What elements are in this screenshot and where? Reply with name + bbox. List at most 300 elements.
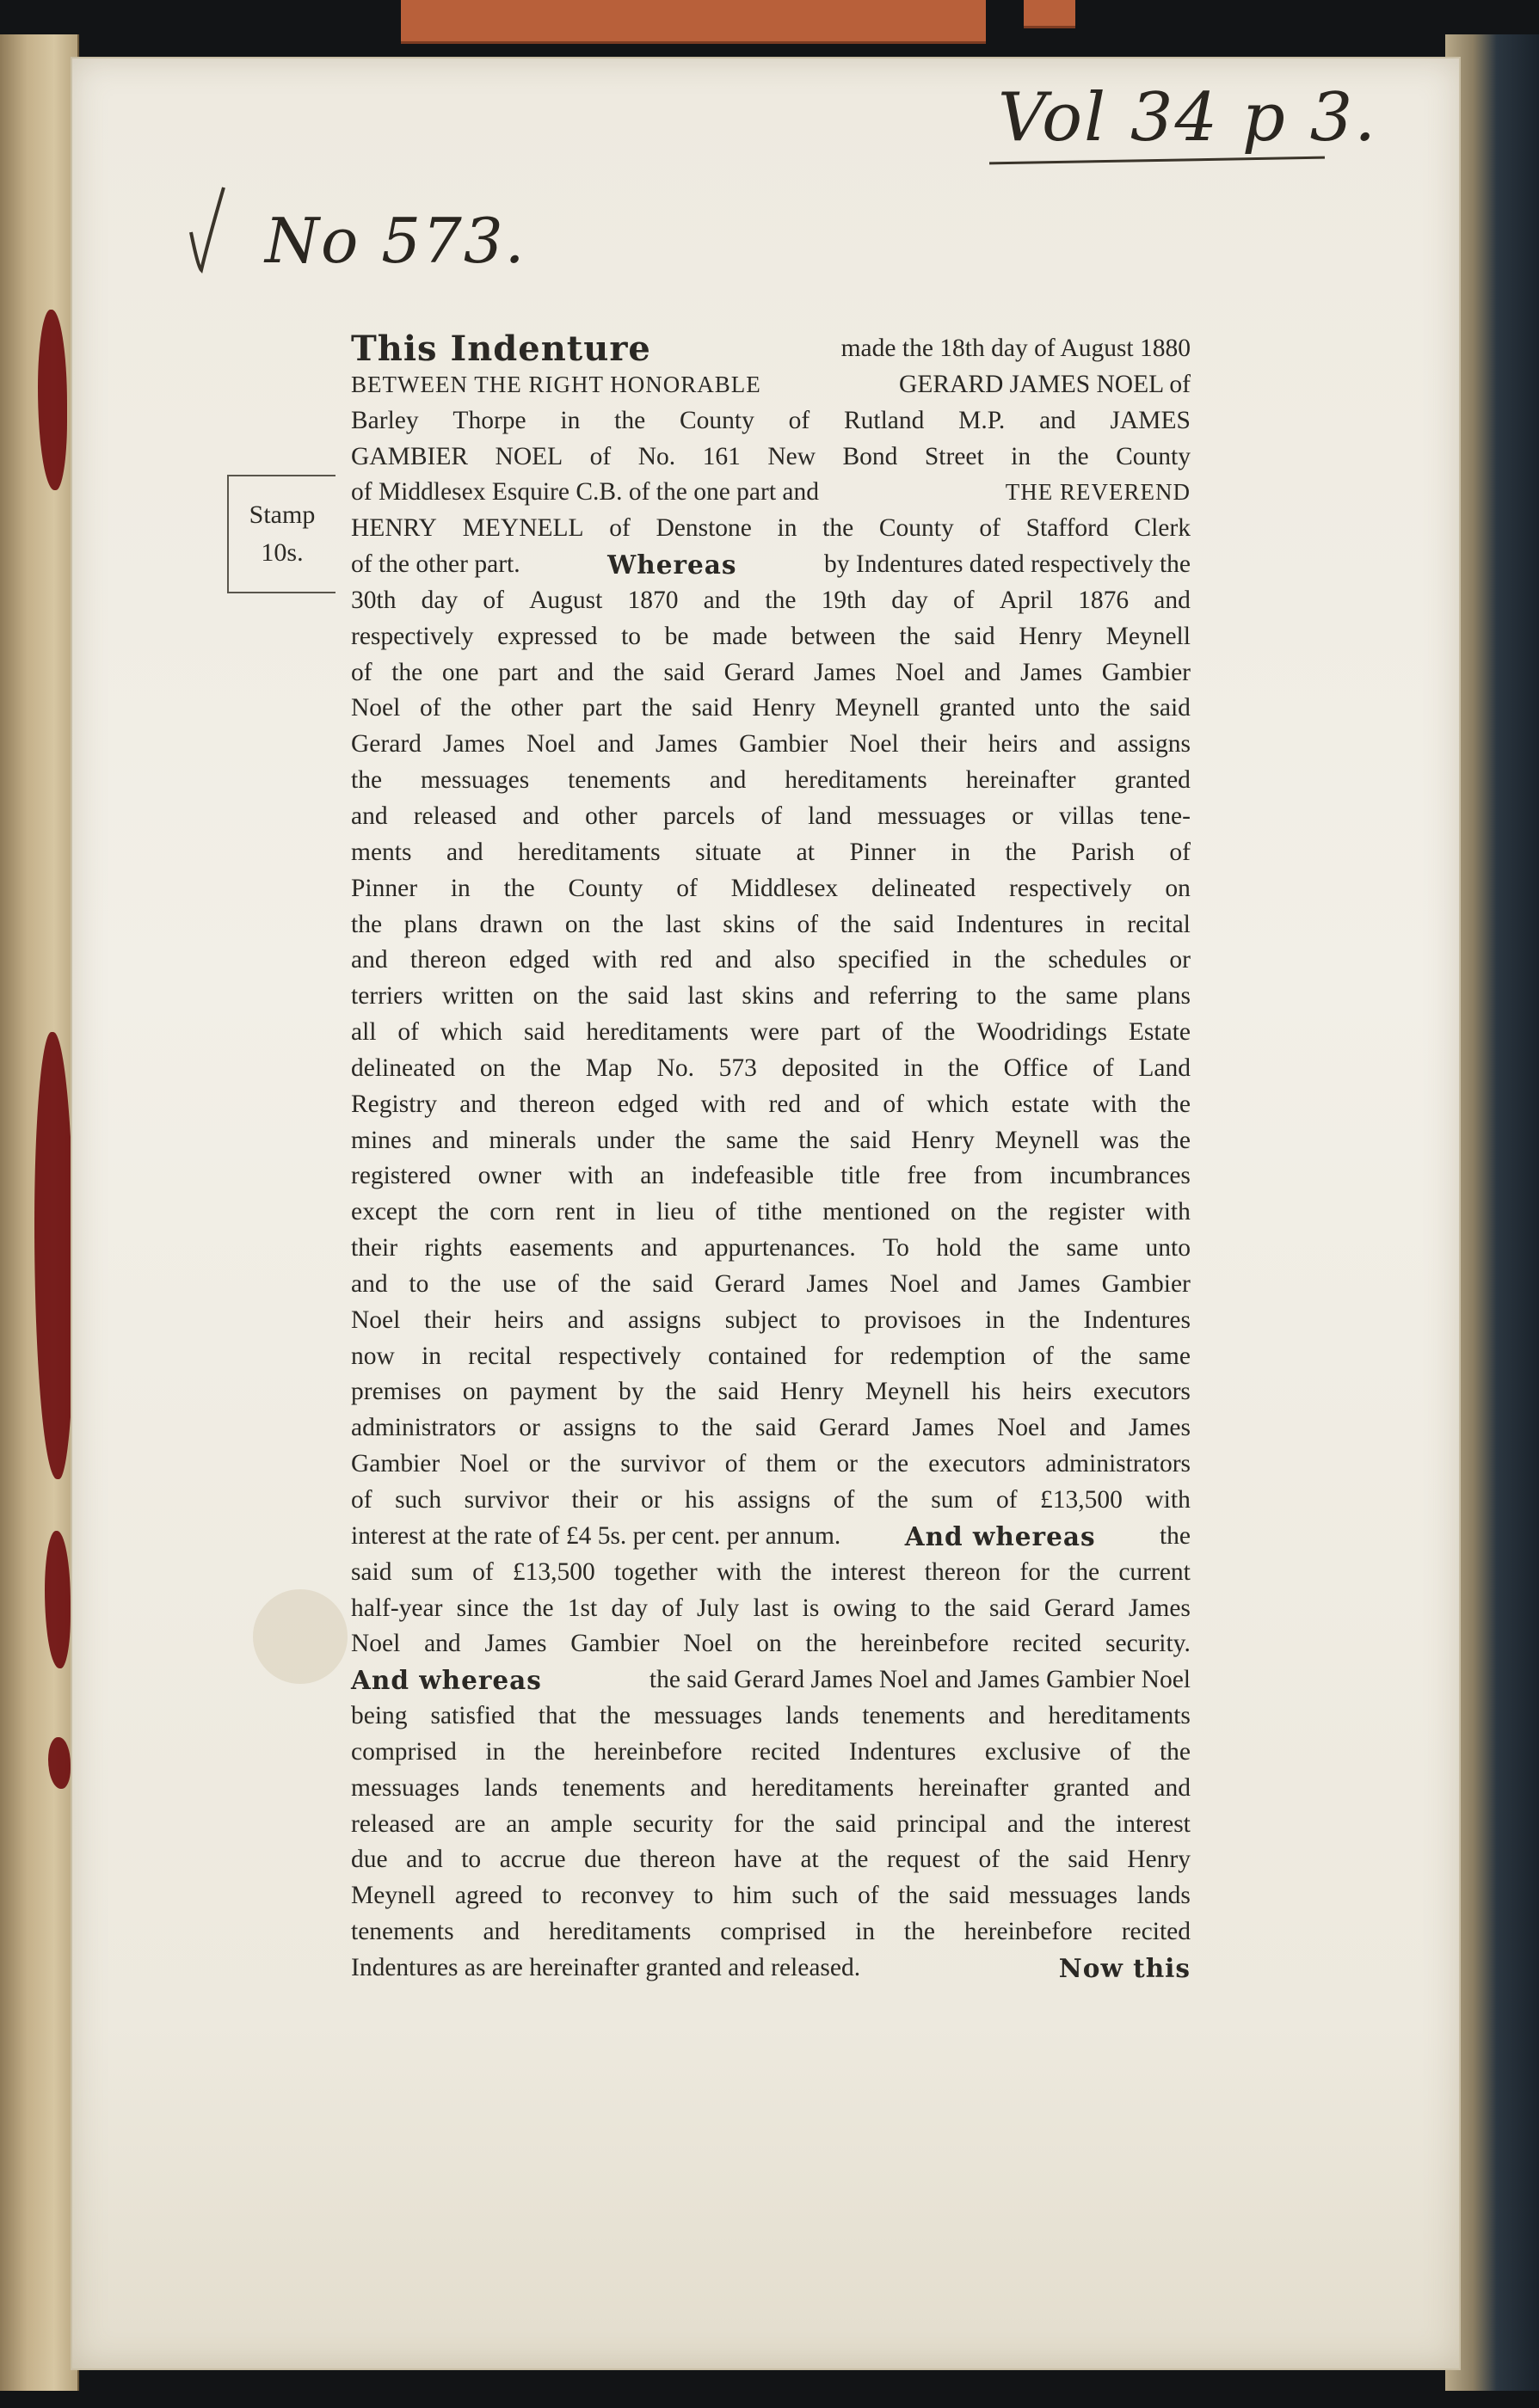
line-text [351,1051,1191,1087]
word: County [568,874,643,902]
word: same [1065,982,1118,1010]
line-text: the [1159,1521,1191,1550]
word: granted [1053,1773,1130,1802]
word: an [640,1162,665,1190]
indenture-heading: This Indenture [351,329,651,369]
word: Indentures [1083,1305,1191,1334]
word: delineated [351,1054,456,1082]
word: their [920,730,967,759]
word: or [519,1414,540,1442]
line-text: by Indentures dated respectively the [824,550,1191,579]
word: James [806,1269,869,1298]
word: respectively [1009,874,1132,902]
word: and [1068,1414,1106,1442]
word: Gambier [1101,658,1191,686]
word: such [395,1486,442,1514]
text-line [351,1771,1191,1807]
word: 1870 [627,586,679,614]
word: executors [1093,1378,1191,1406]
word: unto [1034,694,1080,722]
word: thereon [519,1090,595,1118]
text-line [351,1015,1191,1051]
word: and [703,586,741,614]
word: Noel [890,1269,939,1298]
word: and [823,1090,861,1118]
word: skins [723,910,775,938]
word: from [973,1162,1023,1190]
word: of [978,1846,1000,1874]
word: in [1011,442,1031,470]
word: and [1154,1773,1191,1802]
word: last [665,910,701,938]
word: incumbrances [1050,1162,1191,1190]
word: the [701,1414,733,1442]
word: the [840,910,871,938]
word: of [397,1018,419,1047]
text-line [351,1519,1191,1555]
word: respectively [351,622,474,650]
word: thereon [924,1557,1001,1586]
word: the [600,1269,631,1298]
word: July [697,1594,740,1622]
word: Pinner [351,874,418,902]
word: the [1005,838,1037,866]
word: thereon [639,1846,716,1874]
word: Barley [351,406,419,434]
word: with [716,1557,762,1586]
word: messuages [351,1773,460,1802]
line-text [351,1914,1191,1950]
word: Office [1003,1054,1068,1082]
word: said [627,982,668,1010]
word: heirs [494,1305,544,1334]
word: Indentures [848,1737,957,1766]
word: unto [1145,1234,1191,1262]
text-line [351,1914,1191,1950]
word: of [883,1090,904,1118]
word: the [1057,442,1089,470]
word: owner [477,1162,542,1190]
word: the [665,1378,697,1406]
word: are [454,1809,486,1838]
word: County [878,514,954,543]
word: exclusive [984,1737,1081,1766]
word: said [849,1126,891,1154]
word: to [659,1414,679,1442]
text-line [351,1698,1191,1735]
word: them [766,1450,817,1478]
word: corn [489,1198,535,1226]
word: and [709,766,747,795]
line-text [351,1087,1191,1123]
word: heirs [1022,1378,1072,1406]
word: of [589,442,612,470]
word: Meynell [865,1378,951,1406]
line-text [351,871,1191,907]
word: to [409,1269,429,1298]
word: rent [555,1198,595,1226]
word: expressed [497,622,598,650]
word: for [1019,1557,1050,1586]
line-text [351,691,1191,727]
word: Denstone [656,514,752,543]
word: such [791,1882,839,1910]
word: the [351,766,383,795]
word: hold [936,1234,982,1262]
word: rights [424,1234,483,1262]
word: part [498,658,538,686]
word: sum [410,1557,453,1586]
word: estate [1011,1090,1069,1118]
word: Gerard [1043,1594,1115,1622]
word: the [569,1450,601,1478]
word: the [503,874,535,902]
word: with [568,1162,614,1190]
word: the [351,910,383,938]
word: Gambier [351,1450,440,1478]
word: the [1018,1846,1050,1874]
word: drawn [479,910,544,938]
word: the [599,1702,631,1730]
word: or [1012,802,1033,830]
word: James [442,730,505,759]
page-stain [253,1589,348,1684]
word: Henry [752,694,816,722]
word: the [877,1450,909,1478]
word: and [351,946,388,974]
word: County [1116,442,1191,470]
line-text: GERARD JAMES NOEL of [899,370,1191,398]
word: in [422,1342,442,1370]
word: now [351,1342,395,1370]
binding-tab [401,0,986,44]
word: Gambier [570,1630,660,1658]
line-text [351,1807,1191,1843]
word: with [592,946,637,974]
word: of [676,874,698,902]
word: the [391,658,423,686]
word: April [999,586,1053,614]
word: other [585,802,637,830]
word: or [836,1450,858,1478]
word: the [1015,982,1047,1010]
word: Gambier [1101,1269,1191,1298]
previous-page-edge [0,34,79,2391]
word: except [351,1198,417,1226]
word: said [755,1414,797,1442]
word: and [1039,406,1076,434]
word: comprised [720,1918,827,1946]
word: on [951,1198,976,1226]
word: in [777,514,797,543]
word: Noel [996,1414,1047,1442]
word: and [960,1269,997,1298]
whereas-heading: Whereas [607,550,737,580]
word: and [690,1773,727,1802]
word: thereon [409,946,487,974]
word: in [615,1198,636,1226]
word: for [833,1342,864,1370]
word: and [988,1702,1025,1730]
word: red [768,1090,802,1118]
word: contained [708,1342,807,1370]
word: were [749,1018,800,1047]
word: Henry [1127,1846,1191,1874]
word: to [820,1305,840,1334]
word: in [450,874,471,902]
line-text [351,1339,1191,1375]
word: accrue [499,1846,566,1874]
word: by [618,1378,644,1406]
line-text [351,583,1191,619]
word: tenements [568,766,671,795]
word: Henry [911,1126,975,1154]
word: registered [351,1162,452,1190]
word: Gerard [351,730,422,759]
word: in [485,1737,506,1766]
word: of [979,514,1000,543]
word: their [351,1234,398,1262]
text-line [351,1807,1191,1843]
word: 30th [351,586,397,614]
word: Noel [526,730,576,759]
word: said [988,1594,1031,1622]
word: recited [1121,1918,1191,1946]
word: Bond [842,442,898,470]
word: the [899,622,931,650]
line-text [351,727,1191,763]
word: of [662,1594,683,1622]
word: reconvey [581,1882,674,1910]
word: Indentures [956,910,1064,938]
line-text [351,1123,1191,1159]
word: assigns [563,1414,637,1442]
word: of [1169,838,1191,866]
line-text: Indentures as are hereinafter granted and released. [351,1953,861,1981]
word: on [479,1054,506,1082]
word: hereinbefore [594,1737,723,1766]
indenture-text [351,331,1191,1987]
word: messuages [653,1702,763,1730]
stamp-value: 10s. [261,538,304,567]
word: HENRY [351,514,437,543]
stamp-label: Stamp [249,501,316,529]
word: assigns [736,1486,811,1514]
word: £13,500 [512,1557,595,1586]
word: NOEL [495,442,563,470]
word: day [891,586,928,614]
word: recital [1127,910,1191,938]
ink-blot [34,1032,74,1479]
word: tenements [562,1773,666,1802]
word: James [484,1630,547,1658]
ink-blot [48,1737,71,1789]
line-text [351,1231,1191,1267]
word: provisoes [864,1305,962,1334]
line-text [351,943,1191,979]
word: edged [617,1090,679,1118]
word: the [994,946,1026,974]
word: Land [1138,1054,1191,1082]
line-text [351,619,1191,655]
line-text: made the 18th day of August 1880 [840,335,1191,362]
word: assigns [627,1305,702,1334]
word: of [952,586,975,614]
text-line [351,1267,1191,1303]
word: Gerard [714,1269,785,1298]
text-line [351,1374,1191,1410]
word: said [351,1557,392,1586]
word: tenements [862,1702,965,1730]
word: the [674,1126,706,1154]
line-text [351,1483,1191,1519]
word: said [523,1018,565,1047]
word: last [753,1594,789,1622]
tick-mark-icon [186,181,227,275]
text-line [351,1950,1191,1987]
word: hereditaments [751,1773,894,1802]
word: of [788,406,810,434]
word: Rutland [843,406,925,434]
word: the [837,1846,869,1874]
word: of [833,1486,855,1514]
word: and [522,802,559,830]
text-line [351,475,1191,511]
line-text [351,1842,1191,1878]
line-text [351,907,1191,943]
word: part [821,1018,860,1047]
word: Noel [351,694,401,722]
word: granted [939,694,1016,722]
word: mentioned [822,1198,930,1226]
word: due [584,1846,621,1874]
word: Gerard [723,658,795,686]
word: James [655,730,718,759]
word: hereditaments [518,838,661,866]
word: Noel [683,1630,733,1658]
word: and [483,1918,520,1946]
word: messuages [421,766,530,795]
word: the [765,586,797,614]
text-line [351,907,1191,943]
word: which [440,1018,503,1047]
word: last [687,982,723,1010]
word: the [1080,1342,1112,1370]
line-text [351,763,1191,799]
word: or [1169,946,1191,974]
text-line [351,799,1191,835]
word: the [877,1486,908,1514]
word: survivor [620,1450,705,1478]
word: Gerard [819,1414,890,1442]
word: register [1048,1198,1125,1226]
word: 1st [567,1594,598,1622]
line-text [351,403,1191,439]
word: Estate [1128,1018,1191,1047]
word: hereditaments [548,1918,692,1946]
word: County [679,406,754,434]
word: hereinafter [918,1773,1029,1802]
text-line [351,871,1191,907]
word: in [951,838,971,866]
word: premises [351,1378,441,1406]
text-line [351,1231,1191,1267]
word: red [660,946,693,974]
word: of [857,1882,879,1910]
word: of [1093,1054,1114,1082]
word: and [459,1090,496,1118]
word: the [1064,1809,1096,1838]
and-whereas-heading: And whereas [351,1665,542,1696]
word: of [351,1486,372,1514]
word: an [506,1809,531,1838]
line-text [351,439,1191,476]
word: him [732,1882,773,1910]
text-line [351,1842,1191,1878]
word: between [791,622,876,650]
text-line [351,367,1191,403]
word: which [926,1090,989,1118]
word: sum [931,1486,974,1514]
word: security. [1105,1630,1191,1658]
word: with [1145,1486,1191,1514]
word: Parish [1071,838,1135,866]
line-text [351,1555,1191,1591]
line-text [351,511,1191,547]
text-line [351,1483,1191,1519]
word: of [760,802,783,830]
word: part [582,694,622,722]
word: with [700,1090,747,1118]
word: request [886,1846,961,1874]
word: in [1085,910,1105,938]
word: James [814,658,877,686]
word: other [510,694,563,722]
word: James [912,1414,975,1442]
word: New [767,442,816,470]
word: the [530,1054,562,1082]
word: of [1032,1342,1054,1370]
word: and [446,838,483,866]
word: comprised [351,1737,457,1766]
word: the [613,658,644,686]
text-line [351,1158,1191,1195]
word: the [1068,1557,1100,1586]
word: Henry [1019,622,1083,650]
word: Gambier [739,730,828,759]
word: their [571,1486,619,1514]
word: lands [1136,1882,1191,1910]
word: or [640,1486,662,1514]
word: the [577,982,609,1010]
word: £13,500 [1040,1486,1123,1514]
word: his [685,1486,715,1514]
word: hereditaments [785,766,927,795]
word: hereditaments [1048,1702,1191,1730]
word: the [822,514,854,543]
word: Noel [351,1305,401,1334]
word: satisfied [430,1702,515,1730]
word: with [1145,1198,1191,1226]
word: said [834,1809,877,1838]
text-line [351,331,1191,367]
word: the [805,1630,837,1658]
text-line [351,691,1191,727]
word: Henry [780,1378,844,1406]
word: said [948,1882,990,1910]
word: referring [869,982,958,1010]
document-number: No 573. [265,205,526,277]
